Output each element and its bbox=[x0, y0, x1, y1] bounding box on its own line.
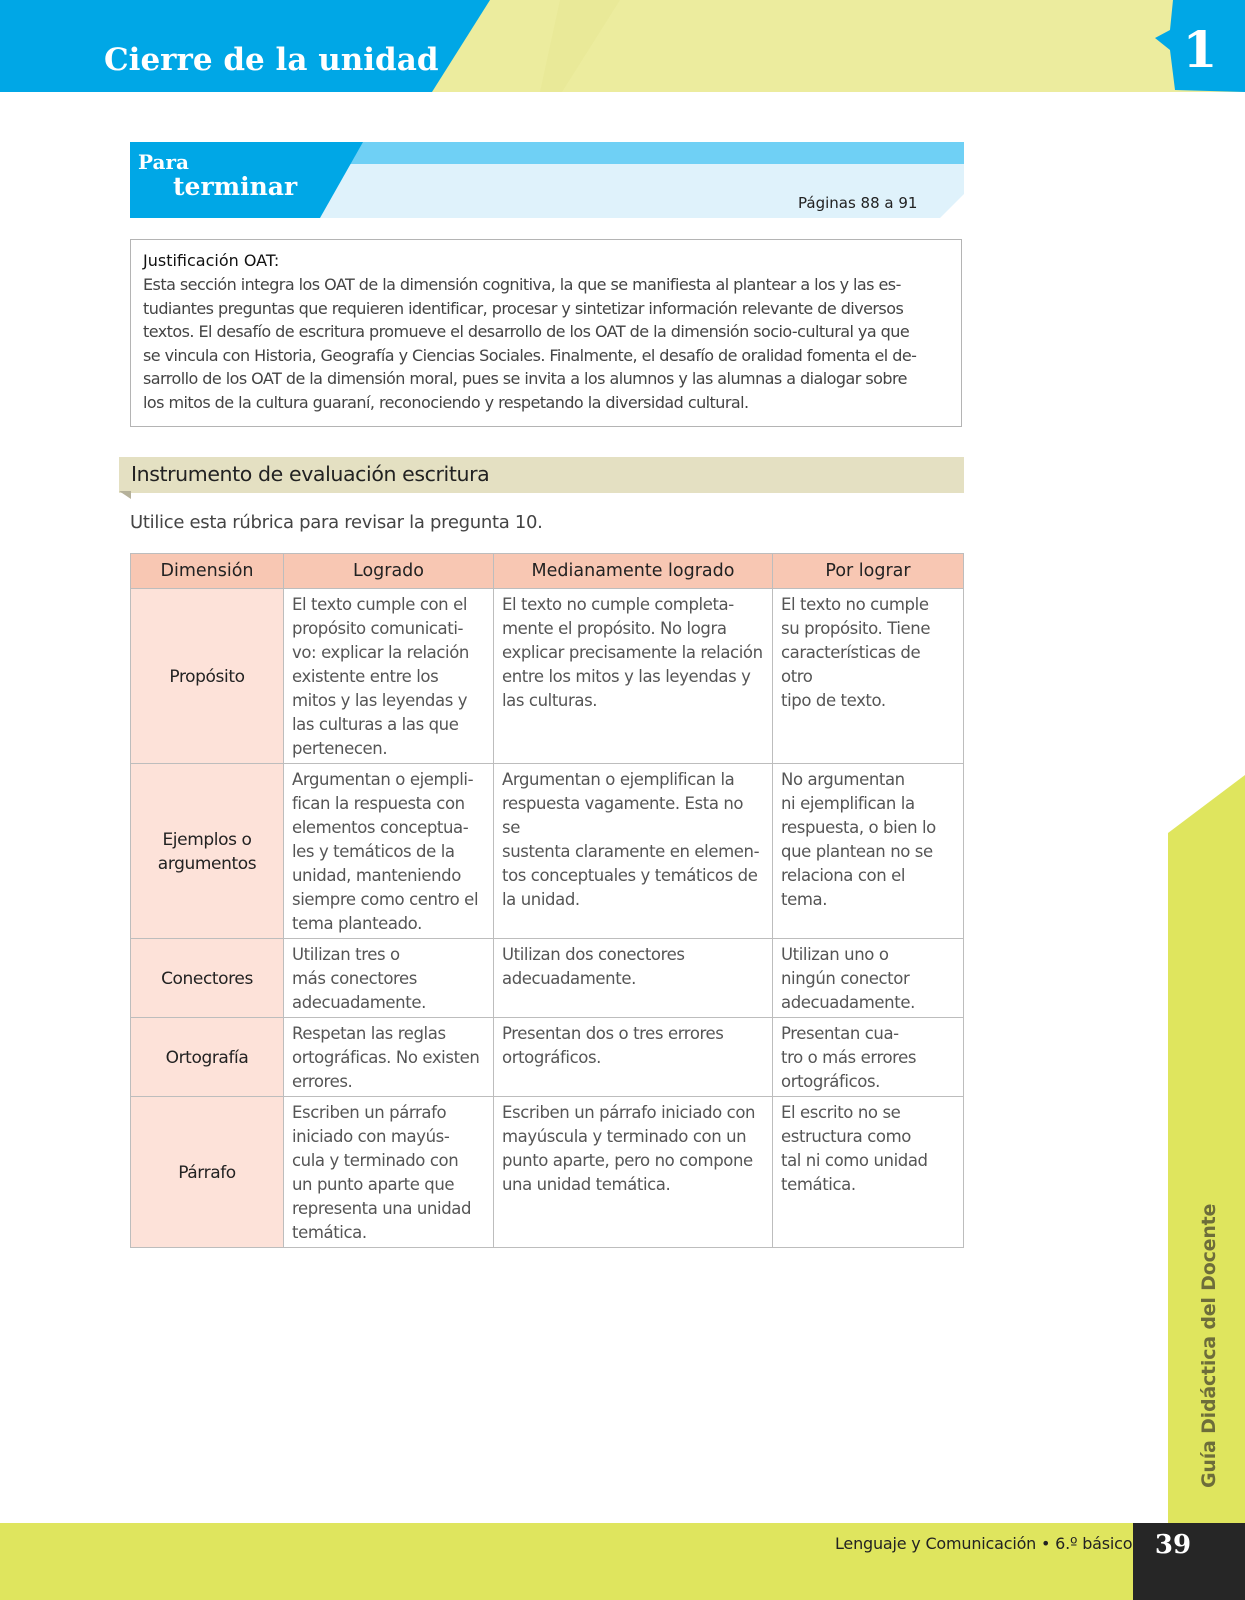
cell-line: Utilizan uno o bbox=[781, 945, 889, 964]
cell-line: que plantean no se bbox=[781, 842, 933, 861]
oat-justification-box bbox=[130, 239, 962, 427]
cell-line: características de otro bbox=[781, 643, 921, 686]
cell-line: tro o más errores bbox=[781, 1048, 917, 1067]
medianamente-cell bbox=[494, 1018, 773, 1097]
dimension-cell bbox=[131, 1097, 284, 1248]
dimension-cell bbox=[131, 589, 284, 764]
medianamente-cell bbox=[494, 764, 773, 939]
page-number: 39 bbox=[1154, 1530, 1192, 1560]
dimension-cell bbox=[131, 939, 284, 1018]
cell-line: existente entre los bbox=[292, 667, 439, 686]
oat-line: tudiantes preguntas que requieren identificar, procesar y sintetizar información relevante de diversos bbox=[143, 298, 904, 318]
cell-line: Respetan las reglas bbox=[292, 1024, 446, 1043]
table-row bbox=[131, 764, 964, 939]
cell-line: explicar precisamente la relación bbox=[502, 643, 763, 662]
table-row bbox=[131, 1097, 964, 1248]
cell-line: Presentan dos o tres errores bbox=[502, 1024, 724, 1043]
cell-line: cula y terminado con bbox=[292, 1151, 459, 1170]
cell-line: El escrito no se bbox=[781, 1103, 901, 1122]
cell-line: mitos y las leyendas y bbox=[292, 691, 468, 710]
cell-line: unidad, manteniendo bbox=[292, 866, 461, 885]
logrado-cell bbox=[284, 1097, 494, 1248]
por-lograr-cell bbox=[773, 1097, 964, 1248]
page-title: Cierre de la unidad bbox=[104, 42, 439, 78]
cell-line: la unidad. bbox=[502, 890, 580, 909]
logrado-cell bbox=[284, 764, 494, 939]
cell-line: pertenecen. bbox=[292, 739, 388, 758]
cell-line: su propósito. Tiene bbox=[781, 619, 931, 638]
cell-line: Argumentan o ejemplifican la bbox=[502, 770, 735, 789]
cell-line: sustenta claramente en elemen- bbox=[502, 842, 760, 861]
cell-line: Ejemplos o bbox=[162, 830, 252, 850]
cell-line: representa una unidad bbox=[292, 1199, 472, 1218]
banner-para: Para bbox=[138, 150, 189, 174]
oat-line: Esta sección integra los OAT de la dimensión cognitiva, la que se manifiesta al plantear a los y las es- bbox=[143, 275, 901, 294]
cell-line: fican la respuesta con bbox=[292, 794, 465, 813]
oat-line: se vincula con Historia, Geografía y Ciencias Sociales. Finalmente, el desafío de oralidad fomenta el de- bbox=[143, 345, 917, 365]
cell-line: relaciona con el tema. bbox=[781, 866, 906, 909]
cell-line: ortográficos. bbox=[781, 1072, 881, 1091]
cell-line: temática. bbox=[781, 1175, 856, 1194]
logrado-cell bbox=[284, 589, 494, 764]
header-medianamente-logrado: Medianamente logrado bbox=[494, 554, 773, 589]
cell-line: argumentos bbox=[157, 854, 257, 874]
logrado-cell bbox=[284, 1018, 494, 1097]
oat-text bbox=[143, 273, 949, 415]
cell-line: ningún conector bbox=[781, 969, 910, 988]
cell-line: Ortografía bbox=[165, 1048, 249, 1068]
cell-line: Escriben un párrafo bbox=[292, 1103, 447, 1122]
cell-line: las culturas a las que bbox=[292, 715, 459, 734]
dimension-cell bbox=[131, 1018, 284, 1097]
cell-line: No argumentan bbox=[781, 770, 905, 789]
cell-line: respuesta vagamente. Esta no se bbox=[502, 794, 744, 837]
logrado-cell bbox=[284, 939, 494, 1018]
cell-line: errores. bbox=[292, 1072, 353, 1091]
oat-line: textos. El desafío de escritura promueve el desarrollo de los OAT de la dimensión socio-cultural ya que bbox=[143, 322, 910, 342]
cell-line: punto aparte, pero no compone bbox=[502, 1151, 753, 1170]
cell-line: tos conceptuales y temáticos de bbox=[502, 866, 758, 885]
dimension-cell bbox=[131, 764, 284, 939]
medianamente-cell bbox=[494, 939, 773, 1018]
cell-line: Párrafo bbox=[178, 1163, 236, 1183]
cell-line: ni ejemplifican la bbox=[781, 794, 915, 813]
table-row bbox=[131, 939, 964, 1018]
cell-line: ortográficas. No existen bbox=[292, 1048, 480, 1067]
cell-line: les y temáticos de la bbox=[292, 842, 455, 861]
cell-line: entre los mitos y las leyendas y bbox=[502, 667, 751, 686]
banner-terminar: terminar bbox=[173, 172, 298, 201]
medianamente-cell bbox=[494, 1097, 773, 1248]
cell-line: siempre como centro el bbox=[292, 890, 479, 909]
cell-line: Escriben un párrafo iniciado con bbox=[502, 1103, 756, 1122]
cell-line: estructura como bbox=[781, 1127, 911, 1146]
por-lograr-cell bbox=[773, 1018, 964, 1097]
rubric-intro: Utilice esta rúbrica para revisar la pregunta 10. bbox=[130, 512, 543, 533]
cell-line: adecuadamente. bbox=[781, 993, 915, 1012]
guide-label: Guía Didáctica del Docente bbox=[1198, 1203, 1220, 1488]
cell-line: propósito comunicati- bbox=[292, 619, 464, 638]
por-lograr-cell bbox=[773, 939, 964, 1018]
footer-subject: Lenguaje y Comunicación • 6.º básico bbox=[835, 1534, 1133, 1553]
por-lograr-cell bbox=[773, 589, 964, 764]
cell-line: Utilizan dos conectores bbox=[502, 945, 685, 964]
header-dimension: Dimensión bbox=[131, 554, 284, 589]
header-logrado: Logrado bbox=[284, 554, 494, 589]
pages-reference: Páginas 88 a 91 bbox=[798, 194, 918, 212]
cell-line: vo: explicar la relación bbox=[292, 643, 469, 662]
cell-line: ortográficos. bbox=[502, 1048, 602, 1067]
cell-line: mente el propósito. No logra bbox=[502, 619, 727, 638]
cell-line: Presentan cua- bbox=[781, 1024, 899, 1043]
cell-line: las culturas. bbox=[502, 691, 598, 710]
table-row bbox=[131, 1018, 964, 1097]
cell-line: Argumentan o ejempli- bbox=[292, 770, 474, 789]
cell-line: tal ni como unidad bbox=[781, 1151, 928, 1170]
cell-line: Utilizan tres o bbox=[292, 945, 400, 964]
section-title: Instrumento de evaluación escritura bbox=[131, 462, 490, 486]
cell-line: Propósito bbox=[169, 667, 245, 687]
unit-number: 1 bbox=[1182, 20, 1218, 79]
cell-line: más conectores bbox=[292, 969, 418, 988]
cell-line: El texto no cumple bbox=[781, 595, 929, 614]
cell-line: tipo de texto. bbox=[781, 691, 886, 710]
cell-line: elementos conceptua- bbox=[292, 818, 469, 837]
table-header-row bbox=[131, 554, 964, 589]
header-por-lograr: Por lograr bbox=[773, 554, 964, 589]
cell-line: adecuadamente. bbox=[292, 993, 426, 1012]
cell-line: iniciado con mayús- bbox=[292, 1127, 450, 1146]
table-row bbox=[131, 589, 964, 764]
cell-line: mayúscula y terminado con un bbox=[502, 1127, 747, 1146]
medianamente-cell bbox=[494, 589, 773, 764]
oat-title: Justificación OAT: bbox=[143, 251, 280, 270]
oat-line: los mitos de la cultura guaraní, reconociendo y respetando la diversidad cultural. bbox=[143, 392, 749, 412]
cell-line: El texto cumple con el bbox=[292, 595, 468, 614]
cell-line: respuesta, o bien lo bbox=[781, 818, 936, 837]
cell-line: tema planteado. bbox=[292, 914, 422, 933]
cell-line: temática. bbox=[292, 1223, 367, 1242]
cell-line: adecuadamente. bbox=[502, 969, 636, 988]
cell-line: El texto no cumple completa- bbox=[502, 595, 734, 614]
cell-line: un punto aparte que bbox=[292, 1175, 455, 1194]
rubric-table bbox=[130, 553, 964, 1248]
cell-line: Conectores bbox=[161, 969, 253, 989]
oat-line: sarrollo de los OAT de la dimensión moral, pues se invita a los alumnos y las alumnas a dialogar sobre bbox=[143, 369, 907, 389]
cell-line: una unidad temática. bbox=[502, 1175, 671, 1194]
por-lograr-cell bbox=[773, 764, 964, 939]
section-heading-fold bbox=[119, 491, 131, 499]
